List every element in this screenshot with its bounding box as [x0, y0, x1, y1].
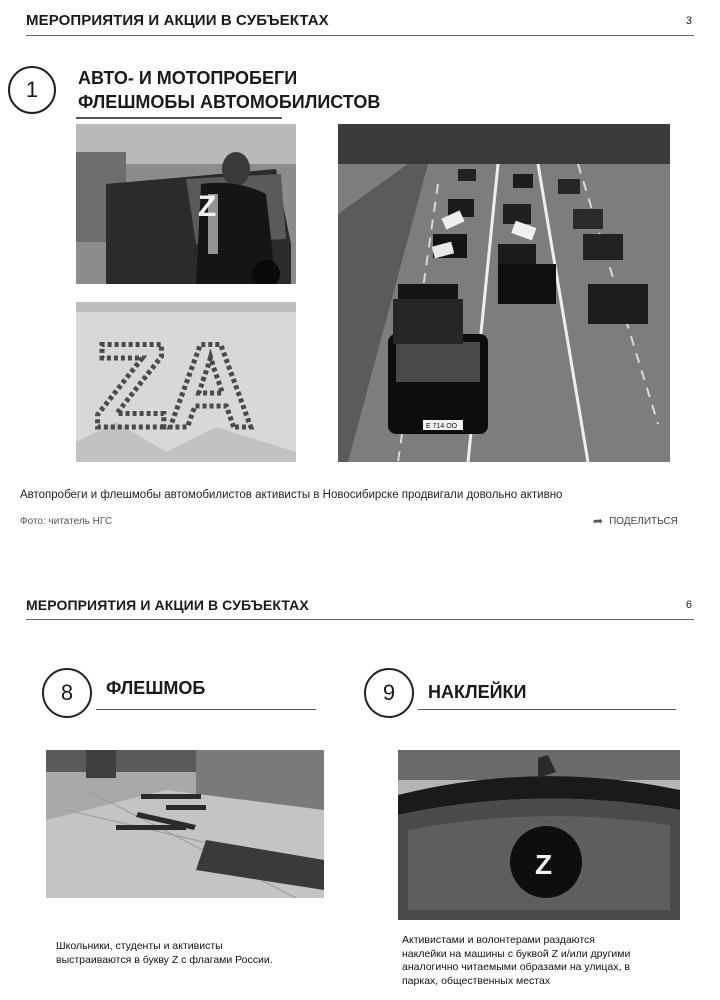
section-number: 8 — [60, 680, 74, 705]
section-number: 9 — [382, 680, 396, 705]
flashmob-caption-line-1: Школьники, студенты и активисты — [56, 940, 223, 952]
section-title — [78, 66, 380, 114]
section-title: ФЛЕШМОБ — [106, 678, 206, 698]
stickers-caption — [402, 934, 702, 988]
section-title-line-2: ФЛЕШМОБЫ АВТОМОБИЛИСТОВ — [78, 92, 381, 112]
stickers-caption-line-1: Активистами и волонтерами раздаются — [402, 934, 595, 946]
photo-credit: Фото: читатель НГС — [20, 516, 113, 527]
section-number-badge — [8, 66, 56, 114]
car-window-letter: Z — [198, 190, 217, 223]
photo-flashmob — [46, 750, 324, 898]
flashmob-caption-line-2: выстраиваются в букву Z с флагами России. — [56, 953, 273, 966]
page-number: 3 — [685, 15, 692, 27]
share-label: ПОДЕЛИТЬСЯ — [609, 515, 678, 527]
stickers-caption-line-2: наклейки на машины с буквой Z и/или другими — [402, 947, 631, 960]
page-header-bottom — [26, 592, 694, 620]
stickers-caption-line-4: парках, общественных местах — [402, 974, 551, 987]
section-title: НАКЛЕЙКИ — [428, 682, 527, 702]
section-title-underline — [418, 709, 676, 710]
section-title-underline — [96, 709, 316, 710]
snow-letters: ZA — [94, 319, 254, 453]
flashmob-caption — [56, 940, 326, 967]
license-plate-text: Е 714 ОО — [426, 423, 458, 430]
share-button[interactable] — [593, 514, 678, 528]
section-number: 1 — [25, 77, 39, 102]
page-number: 6 — [685, 599, 692, 611]
page-header-title: МЕРОПРИЯТИЯ И АКЦИИ В СУБЪЕКТАХ — [26, 12, 329, 29]
section-number-badge — [42, 668, 92, 718]
stickers-caption-line-3: аналогично читаемыми образами на улицах, в — [402, 961, 630, 973]
page-header-top — [26, 8, 694, 36]
photo-z-sticker-car — [398, 750, 680, 920]
section-title-underline — [76, 117, 282, 119]
page-header-title: МЕРОПРИЯТИЯ И АКЦИИ В СУБЪЕКТАХ — [26, 597, 309, 613]
section-number-badge — [364, 668, 414, 718]
sticker-letter: Z — [535, 849, 553, 880]
share-arrow-icon: ➦ — [593, 514, 604, 528]
section-title-line-1: АВТО- И МОТОПРОБЕГИ — [78, 68, 298, 88]
photo-car-rally — [338, 124, 670, 462]
photo-man-painting-car — [76, 124, 296, 284]
photo-caption: Автопробеги и флешмобы автомобилистов активисты в Новосибирске продвигали довольно активно — [20, 489, 563, 501]
photo-za-snow — [76, 302, 296, 462]
